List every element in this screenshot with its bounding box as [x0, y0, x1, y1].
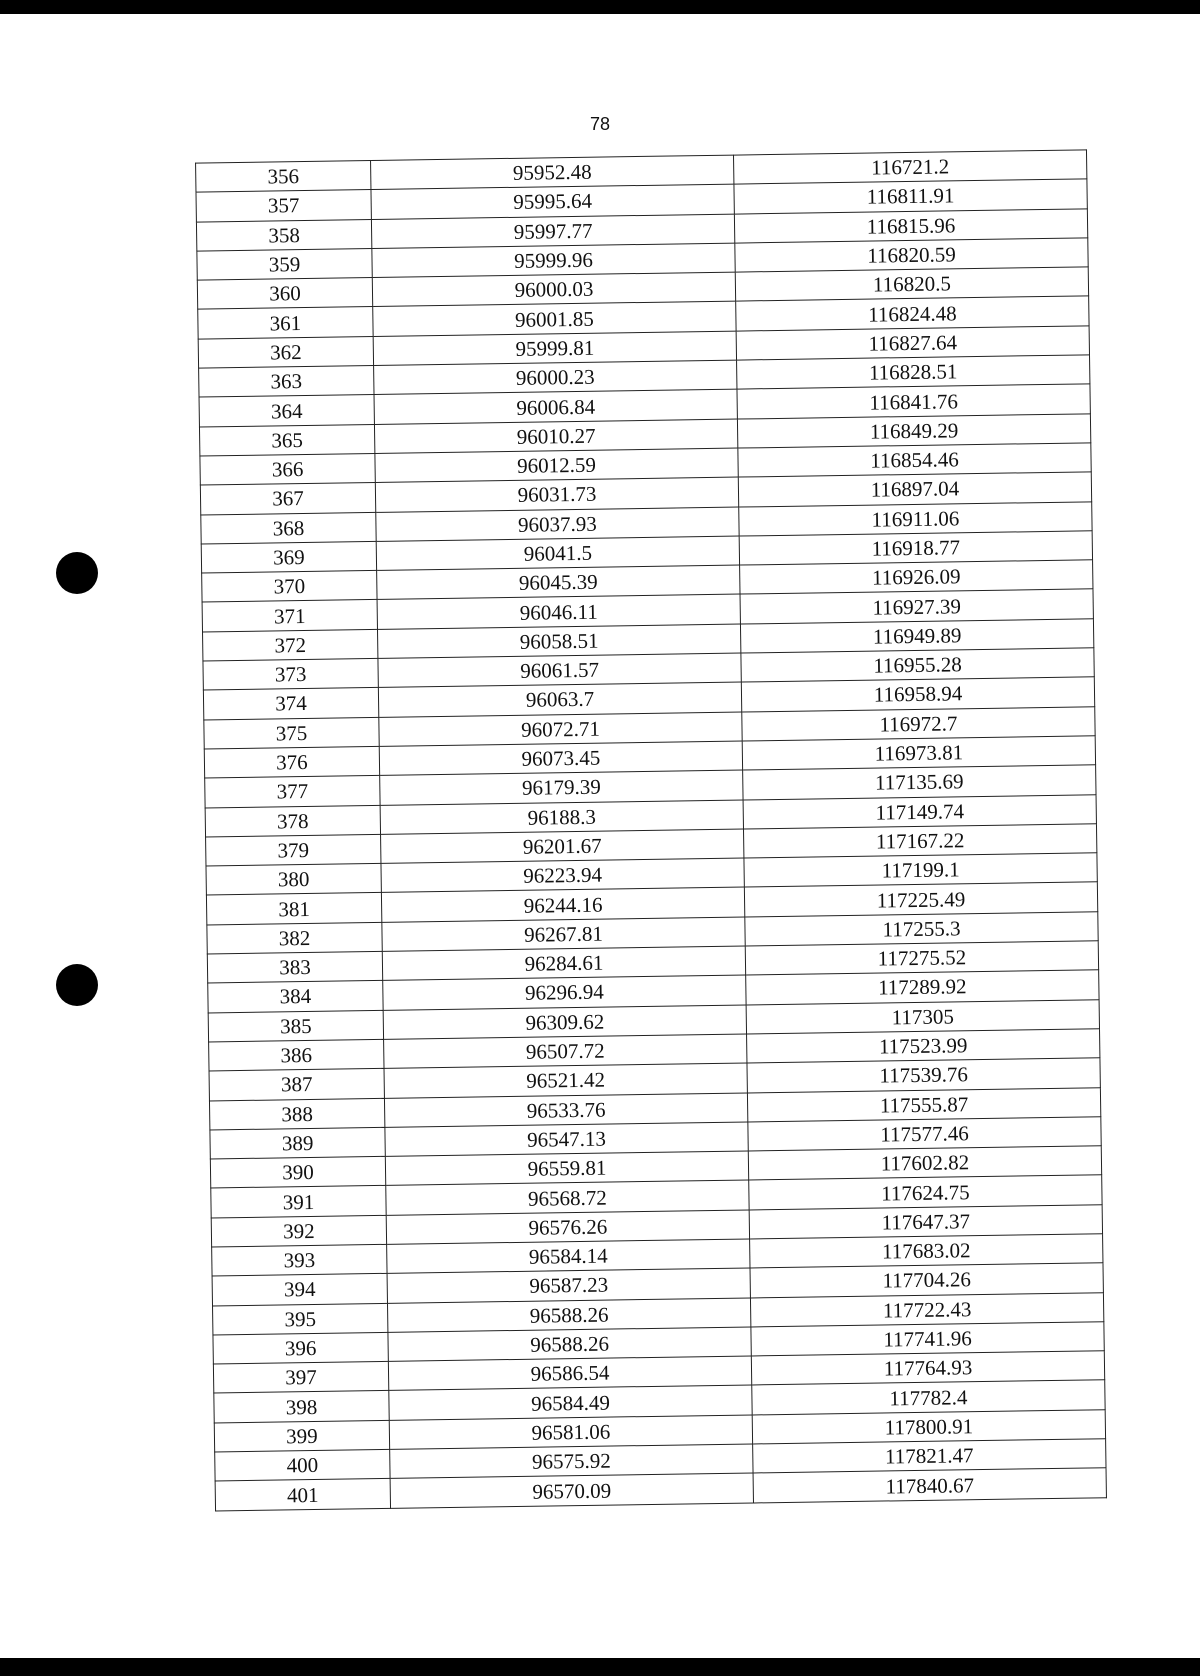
- x-coordinate-cell: 96046.11: [377, 595, 740, 630]
- point-id-cell: 363: [199, 366, 374, 398]
- x-coordinate-cell: 96521.42: [384, 1063, 747, 1098]
- x-coordinate-cell: 96000.03: [372, 272, 735, 307]
- x-coordinate-cell: 96588.26: [388, 1327, 751, 1362]
- point-id-cell: 359: [197, 248, 372, 280]
- point-id-cell: 368: [201, 512, 376, 544]
- y-coordinate-cell: 117821.47: [753, 1439, 1106, 1474]
- point-id-cell: 392: [211, 1215, 386, 1247]
- point-id-cell: 381: [206, 893, 381, 925]
- point-id-cell: 367: [200, 483, 375, 515]
- y-coordinate-cell: 117647.37: [749, 1204, 1102, 1239]
- y-coordinate-cell: 117704.26: [750, 1263, 1103, 1298]
- y-coordinate-cell: 116911.06: [739, 501, 1092, 536]
- punch-hole: [56, 964, 98, 1006]
- point-id-cell: 401: [215, 1479, 390, 1511]
- y-coordinate-cell: 116897.04: [738, 472, 1091, 507]
- y-coordinate-cell: 117255.3: [745, 911, 1098, 946]
- y-coordinate-cell: 117624.75: [749, 1175, 1102, 1210]
- point-id-cell: 364: [199, 395, 374, 427]
- x-coordinate-cell: 96570.09: [390, 1473, 753, 1508]
- x-coordinate-cell: 96058.51: [377, 624, 740, 659]
- y-coordinate-cell: 116827.64: [736, 326, 1089, 361]
- point-id-cell: 369: [201, 541, 376, 573]
- x-coordinate-cell: 96284.61: [382, 946, 745, 981]
- x-coordinate-cell: 96006.84: [374, 389, 737, 424]
- x-coordinate-cell: 96201.67: [381, 829, 744, 864]
- coordinates-table: [195, 149, 1107, 1511]
- x-coordinate-cell: 96507.72: [384, 1034, 747, 1069]
- point-id-cell: 398: [214, 1391, 389, 1423]
- point-id-cell: 394: [212, 1274, 387, 1306]
- y-coordinate-cell: 117722.43: [750, 1292, 1103, 1327]
- point-id-cell: 366: [200, 453, 375, 485]
- y-coordinate-cell: 116828.51: [737, 355, 1090, 390]
- y-coordinate-cell: 116918.77: [739, 531, 1092, 566]
- y-coordinate-cell: 116972.7: [742, 706, 1095, 741]
- x-coordinate-cell: 96584.14: [387, 1239, 750, 1274]
- y-coordinate-cell: 116820.5: [735, 267, 1088, 302]
- x-coordinate-cell: 96223.94: [381, 858, 744, 893]
- point-id-cell: 385: [208, 1010, 383, 1042]
- y-coordinate-cell: 117539.76: [747, 1058, 1100, 1093]
- y-coordinate-cell: 116824.48: [736, 296, 1089, 331]
- y-coordinate-cell: 116811.91: [734, 179, 1087, 214]
- point-id-cell: 393: [212, 1244, 387, 1276]
- y-coordinate-cell: 116815.96: [734, 208, 1087, 243]
- point-id-cell: 371: [202, 600, 377, 632]
- y-coordinate-cell: 117577.46: [748, 1117, 1101, 1152]
- point-id-cell: 358: [196, 219, 371, 251]
- point-id-cell: 375: [204, 717, 379, 749]
- y-coordinate-cell: 117305: [746, 999, 1099, 1034]
- x-coordinate-cell: 96267.81: [382, 917, 745, 952]
- y-coordinate-cell: 116820.59: [735, 238, 1088, 273]
- y-coordinate-cell: 117167.22: [743, 824, 1096, 859]
- x-coordinate-cell: 96588.26: [387, 1298, 750, 1333]
- x-coordinate-cell: 96041.5: [376, 536, 739, 571]
- x-coordinate-cell: 96000.23: [374, 360, 737, 395]
- y-coordinate-cell: 116926.09: [740, 560, 1093, 595]
- point-id-cell: 377: [205, 776, 380, 808]
- y-coordinate-cell: 116927.39: [740, 589, 1093, 624]
- y-coordinate-cell: 117602.82: [748, 1146, 1101, 1181]
- x-coordinate-cell: 95995.64: [371, 184, 734, 219]
- point-id-cell: 374: [203, 688, 378, 720]
- y-coordinate-cell: 116849.29: [737, 414, 1090, 449]
- point-id-cell: 373: [203, 658, 378, 690]
- x-coordinate-cell: 96037.93: [376, 507, 739, 542]
- y-coordinate-cell: 117135.69: [743, 765, 1096, 800]
- point-id-cell: 362: [198, 336, 373, 368]
- point-id-cell: 386: [209, 1039, 384, 1071]
- point-id-cell: 357: [196, 190, 371, 222]
- x-coordinate-cell: 96296.94: [383, 975, 746, 1010]
- point-id-cell: 361: [198, 307, 373, 339]
- point-id-cell: 378: [205, 805, 380, 837]
- x-coordinate-cell: 96576.26: [386, 1210, 749, 1245]
- point-id-cell: 356: [196, 160, 371, 192]
- x-coordinate-cell: 96587.23: [387, 1268, 750, 1303]
- point-id-cell: 397: [213, 1362, 388, 1394]
- y-coordinate-cell: 117782.4: [752, 1380, 1105, 1415]
- x-coordinate-cell: 96584.49: [389, 1385, 752, 1420]
- punch-hole: [56, 552, 98, 594]
- y-coordinate-cell: 116958.94: [741, 677, 1094, 712]
- x-coordinate-cell: 96179.39: [380, 770, 743, 805]
- x-coordinate-cell: 96031.73: [375, 477, 738, 512]
- point-id-cell: 400: [215, 1449, 390, 1481]
- x-coordinate-cell: 96309.62: [383, 1005, 746, 1040]
- point-id-cell: 390: [210, 1156, 385, 1188]
- x-coordinate-cell: 95999.96: [372, 243, 735, 278]
- x-coordinate-cell: 96010.27: [374, 419, 737, 454]
- x-coordinate-cell: 96012.59: [375, 448, 738, 483]
- point-id-cell: 399: [214, 1420, 389, 1452]
- x-coordinate-cell: 96533.76: [384, 1092, 747, 1127]
- x-coordinate-cell: 96244.16: [381, 887, 744, 922]
- point-id-cell: 372: [203, 629, 378, 661]
- point-id-cell: 389: [210, 1127, 385, 1159]
- y-coordinate-cell: 117289.92: [746, 970, 1099, 1005]
- x-coordinate-cell: 96586.54: [388, 1356, 751, 1391]
- y-coordinate-cell: 117275.52: [745, 941, 1098, 976]
- y-coordinate-cell: 117840.67: [753, 1468, 1106, 1503]
- x-coordinate-cell: 96073.45: [379, 741, 742, 776]
- y-coordinate-cell: 117199.1: [744, 853, 1097, 888]
- x-coordinate-cell: 96063.7: [378, 682, 741, 717]
- point-id-cell: 387: [209, 1069, 384, 1101]
- x-coordinate-cell: 96001.85: [373, 302, 736, 337]
- y-coordinate-cell: 116854.46: [738, 443, 1091, 478]
- coordinates-table-body: [196, 150, 1107, 1511]
- point-id-cell: 376: [204, 746, 379, 778]
- x-coordinate-cell: 96547.13: [385, 1122, 748, 1157]
- point-id-cell: 370: [202, 571, 377, 603]
- x-coordinate-cell: 96045.39: [377, 565, 740, 600]
- x-coordinate-cell: 96072.71: [379, 712, 742, 747]
- point-id-cell: 365: [199, 424, 374, 456]
- y-coordinate-cell: 117523.99: [747, 1029, 1100, 1064]
- y-coordinate-cell: 117800.91: [752, 1409, 1105, 1444]
- point-id-cell: 396: [213, 1332, 388, 1364]
- y-coordinate-cell: 117225.49: [744, 882, 1097, 917]
- point-id-cell: 391: [211, 1186, 386, 1218]
- point-id-cell: 388: [209, 1098, 384, 1130]
- point-id-cell: 380: [206, 864, 381, 896]
- document-page: [0, 14, 1200, 1658]
- x-coordinate-cell: 96061.57: [378, 653, 741, 688]
- y-coordinate-cell: 117555.87: [747, 1087, 1100, 1122]
- y-coordinate-cell: 117764.93: [751, 1351, 1104, 1386]
- x-coordinate-cell: 96188.3: [380, 800, 743, 835]
- point-id-cell: 384: [208, 981, 383, 1013]
- y-coordinate-cell: 116955.28: [741, 648, 1094, 683]
- x-coordinate-cell: 96559.81: [385, 1151, 748, 1186]
- point-id-cell: 360: [197, 278, 372, 310]
- x-coordinate-cell: 96568.72: [386, 1180, 749, 1215]
- page-number: 78: [589, 114, 611, 134]
- x-coordinate-cell: 96575.92: [390, 1444, 753, 1479]
- coordinates-table-wrapper: [195, 149, 1103, 1511]
- x-coordinate-cell: 96581.06: [389, 1415, 752, 1450]
- y-coordinate-cell: 116949.89: [740, 619, 1093, 654]
- y-coordinate-cell: 117149.74: [743, 794, 1096, 829]
- x-coordinate-cell: 95952.48: [371, 155, 734, 190]
- y-coordinate-cell: 116721.2: [733, 150, 1086, 185]
- point-id-cell: 383: [207, 951, 382, 983]
- point-id-cell: 382: [207, 922, 382, 954]
- point-id-cell: 395: [213, 1303, 388, 1335]
- y-coordinate-cell: 116841.76: [737, 384, 1090, 419]
- x-coordinate-cell: 95999.81: [373, 331, 736, 366]
- y-coordinate-cell: 117741.96: [751, 1322, 1104, 1357]
- y-coordinate-cell: 116973.81: [742, 736, 1095, 771]
- y-coordinate-cell: 117683.02: [750, 1234, 1103, 1269]
- x-coordinate-cell: 95997.77: [371, 214, 734, 249]
- point-id-cell: 379: [206, 834, 381, 866]
